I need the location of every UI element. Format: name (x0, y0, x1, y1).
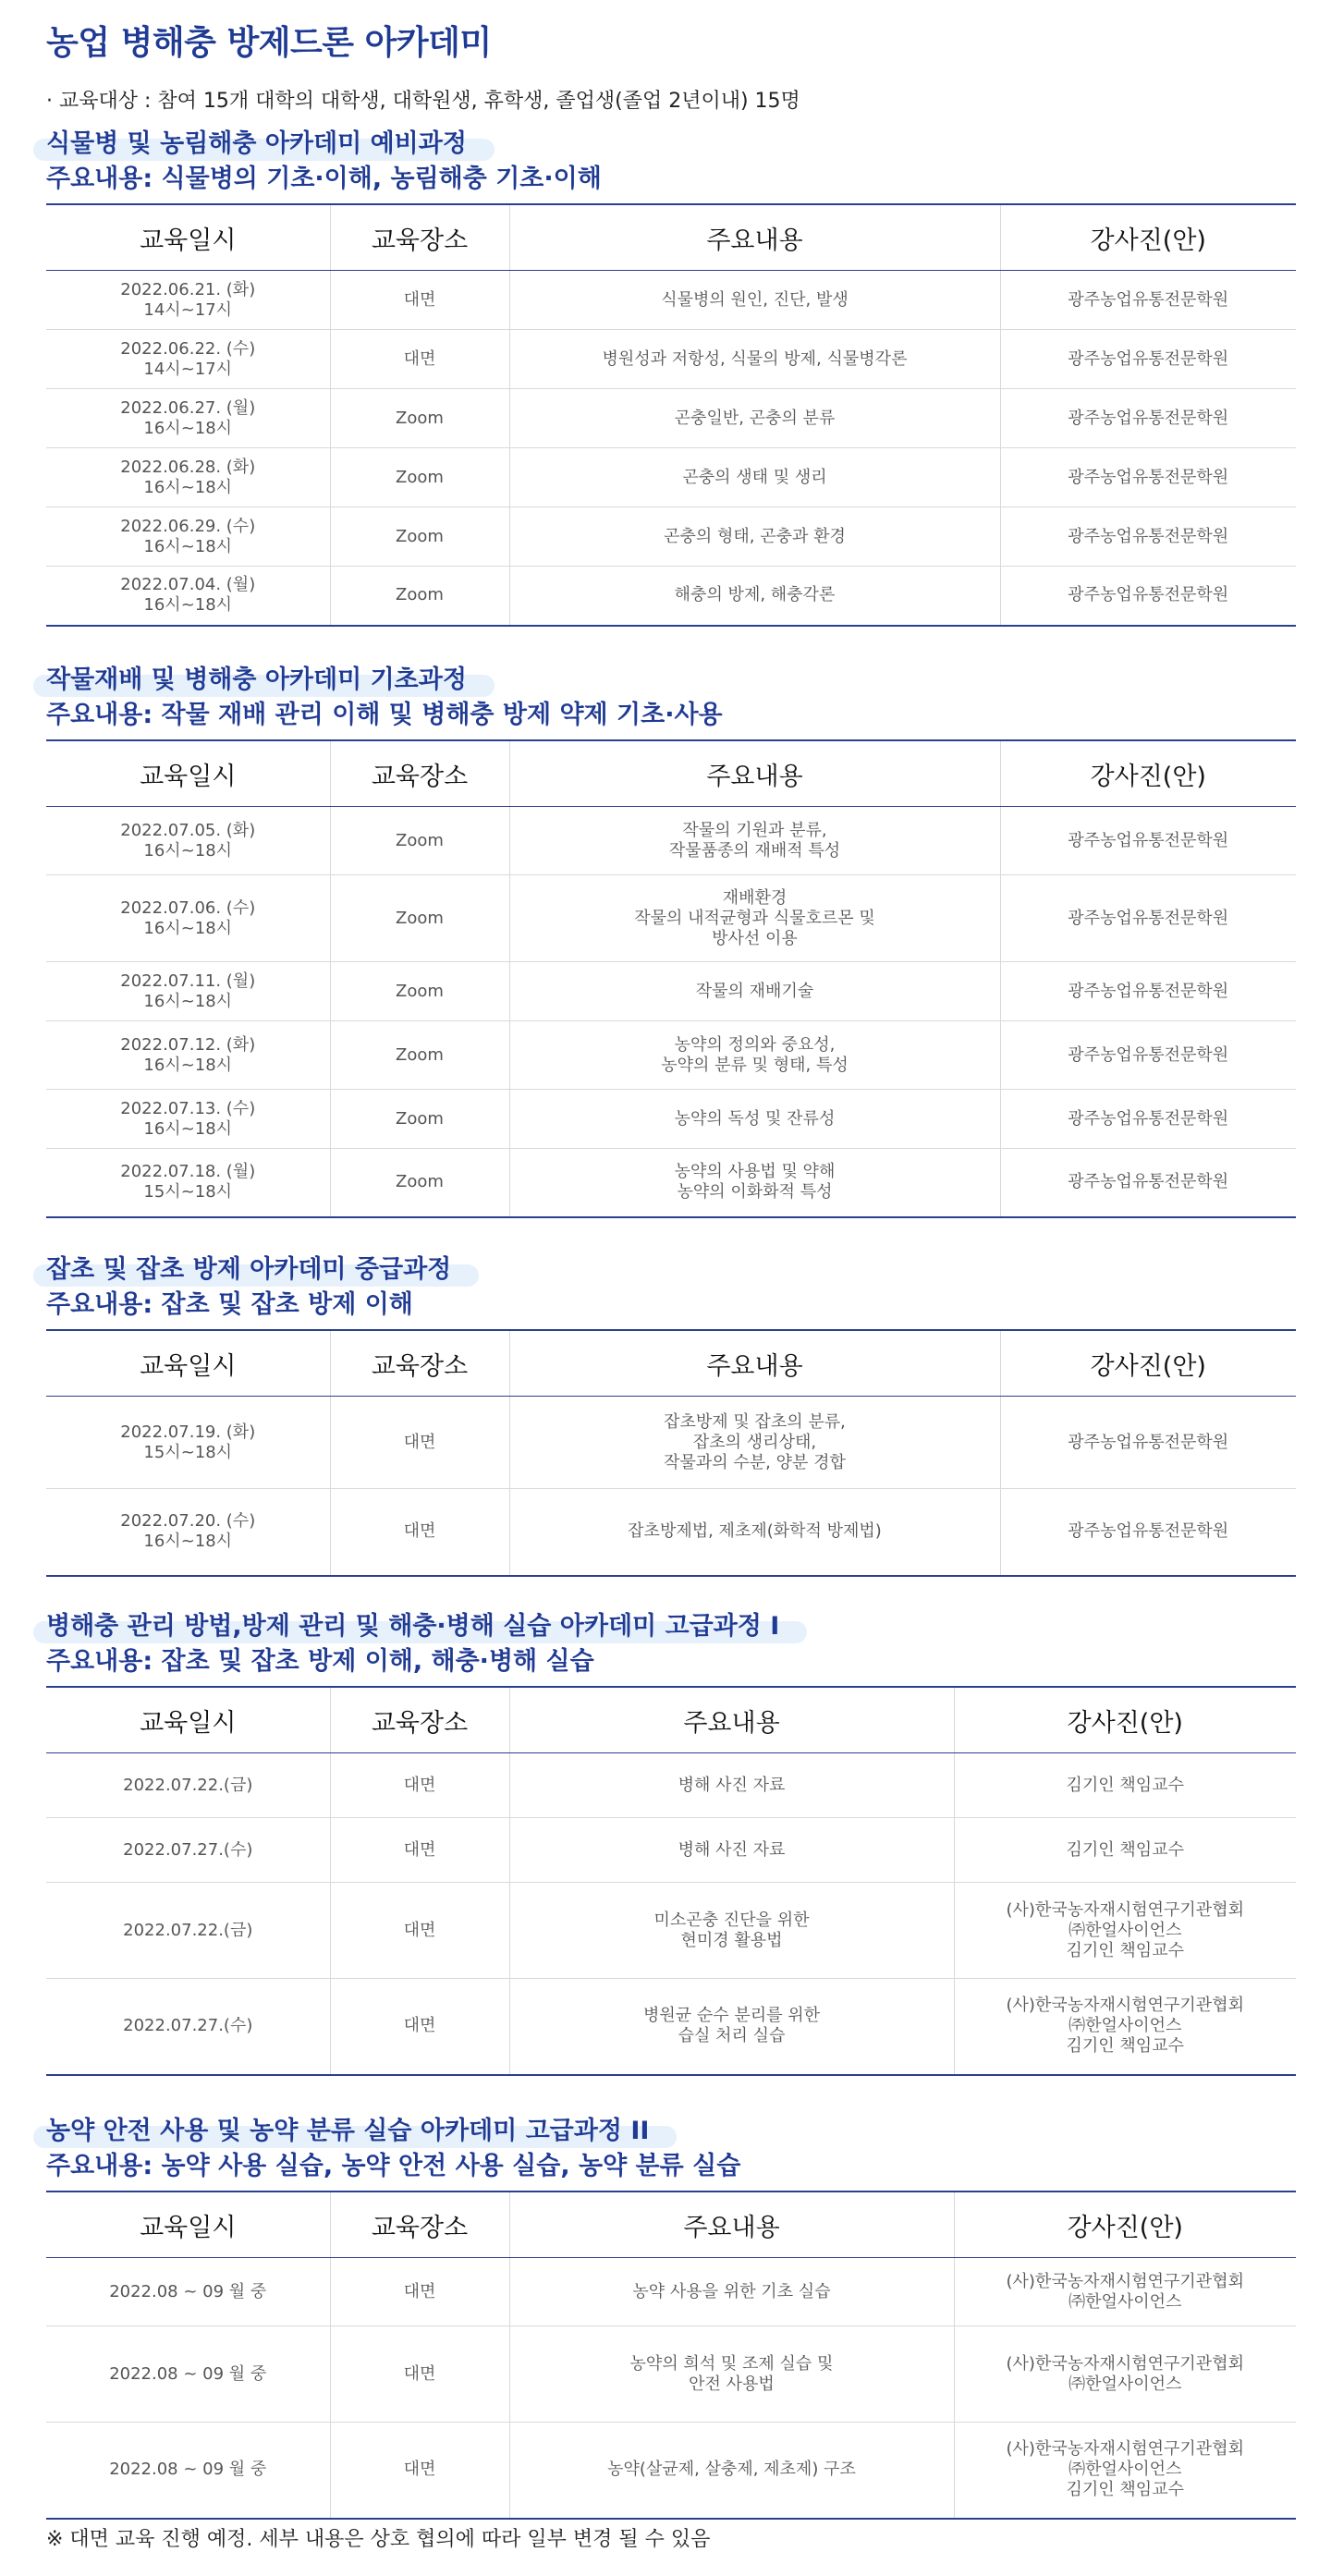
cell-date: 2022.07.04. (월) 16시~18시 (46, 567, 330, 626)
cell-instructor: (사)한국농자재시험연구기관협회 ㈜한얼사이언스 (954, 2326, 1296, 2423)
cell-date: 2022.07.27.(수) (46, 1979, 330, 2075)
cell-place: Zoom (330, 507, 509, 567)
section-subtitle: 주요내용: 농약 사용 실습, 농약 안전 사용 실습, 농약 분류 실습 (46, 2152, 741, 2180)
table-row (46, 1979, 1296, 2075)
section-heading (46, 2115, 1296, 2191)
section-basic-course (46, 664, 1296, 1218)
section-heading (46, 664, 1296, 739)
cell-place: 대면 (330, 330, 509, 389)
cell-instructor: 광주농업유통전문학원 (1000, 330, 1296, 389)
section-title: 잡초 및 잡초 방제 아카데미 중급과정 (46, 1253, 457, 1287)
cell-place: Zoom (330, 567, 509, 626)
section-subtitle: 주요내용: 잡초 및 잡초 방제 이해, 해충·병해 실습 (46, 1647, 594, 1676)
header-instructor: 강사진(안) (1000, 740, 1296, 807)
cell-instructor: (사)한국농자재시험연구기관협회 ㈜한얼사이언스 김기인 책임교수 (1006, 1996, 1244, 2057)
schedule-table (46, 1329, 1296, 1577)
footnote: ※ 대면 교육 진행 예정. 세부 내용은 상호 협의에 따라 일부 변경 될 수 있음 (46, 2528, 711, 2551)
table-row (46, 1818, 1296, 1883)
cell-date: 2022.08 ~ 09 월 중 (46, 2423, 330, 2519)
cell-place: Zoom (330, 389, 509, 448)
cell-content: 농약(살균제, 살충제, 제초제) 구조 (509, 2423, 954, 2519)
cell-place: Zoom (330, 1021, 509, 1090)
cell-instructor: 광주농업유통전문학원 (1000, 507, 1296, 567)
table-row (46, 448, 1296, 507)
cell-content: 작물의 재배기술 (509, 962, 1000, 1021)
header-date: 교육일시 (46, 740, 330, 807)
section-subtitle: 주요내용: 잡초 및 잡초 방제 이해 (46, 1290, 413, 1319)
table-row (46, 1090, 1296, 1149)
section-title: 농약 안전 사용 및 농약 분류 실습 아카데미 고급과정 II (46, 2115, 654, 2148)
cell-instructor: 광주농업유통전문학원 (1068, 1521, 1229, 1542)
table-row (46, 271, 1296, 330)
cell-content: 병원균 순수 분리를 위한 습실 처리 실습 (509, 1979, 954, 2075)
cell-date: 2022.06.21. (화) 14시~17시 (46, 271, 330, 330)
header-date: 교육일시 (46, 204, 330, 271)
cell-date: 2022.06.28. (화) 16시~18시 (46, 448, 330, 507)
cell-instructor: 광주농업유통전문학원 (1000, 875, 1296, 962)
header-content: 주요내용 (509, 740, 1000, 807)
cell-content: 곤충의 생태 및 생리 (509, 448, 1000, 507)
header-date: 교육일시 (46, 2191, 330, 2258)
cell-date: 2022.07.22.(금) (46, 1883, 330, 1979)
cell-content: 병원성과 저항성, 식물의 방제, 식물병각론 (509, 330, 1000, 389)
cell-place: Zoom (330, 962, 509, 1021)
cell-date: 2022.06.29. (수) 16시~18시 (46, 507, 330, 567)
cell-instructor: 광주농업유통전문학원 (1000, 807, 1296, 875)
cell-content: 농약의 희석 및 조제 실습 및 안전 사용법 (509, 2326, 954, 2423)
schedule-table (46, 2191, 1296, 2520)
table-row (46, 875, 1296, 962)
cell-place: 대면 (330, 1753, 509, 1818)
cell-place: 대면 (330, 1979, 509, 2075)
cell-place: 대면 (330, 271, 509, 330)
header-content: 주요내용 (509, 1330, 1000, 1397)
cell-place: 대면 (330, 1883, 509, 1979)
header-place: 교육장소 (330, 204, 509, 271)
cell-content: 식물병의 원인, 진단, 발생 (509, 271, 1000, 330)
table-row (46, 330, 1296, 389)
cell-content: 병해 사진 자료 (509, 1818, 954, 1883)
table-row (46, 962, 1296, 1021)
cell-date: 2022.07.20. (수) 16시~18시 (46, 1489, 330, 1576)
section-subtitle: 주요내용: 식물병의 기초·이해, 농림해충 기초·이해 (46, 165, 602, 193)
cell-place: 대면 (330, 1818, 509, 1883)
table-row (46, 567, 1296, 626)
table-row (46, 1753, 1296, 1818)
cell-content: 작물의 기원과 분류, 작물품종의 재배적 특성 (509, 807, 1000, 875)
cell-date: 2022.07.18. (월) 15시~18시 (46, 1149, 330, 1217)
cell-instructor: 김기인 책임교수 (954, 1818, 1296, 1883)
table-header-row (46, 1330, 1296, 1397)
section-intermediate-course (46, 1253, 1296, 1577)
education-target: · 교육대상 : 참여 15개 대학의 대학생, 대학원생, 휴학생, 졸업생(졸업 2년이내) 15명 (46, 90, 800, 113)
cell-instructor: 광주농업유통전문학원 (1000, 1021, 1296, 1090)
cell-place: 대면 (330, 2258, 509, 2326)
table-header-row (46, 2191, 1296, 2258)
cell-content: 곤충일반, 곤충의 분류 (509, 389, 1000, 448)
cell-instructor: 광주농업유통전문학원 (1068, 1172, 1229, 1192)
header-instructor: 강사진(안) (954, 2191, 1296, 2258)
header-place: 교육장소 (330, 740, 509, 807)
table-header-row (46, 204, 1296, 271)
schedule-table (46, 739, 1296, 1218)
cell-date: 2022.07.11. (월) 16시~18시 (46, 962, 330, 1021)
header-date: 교육일시 (46, 1330, 330, 1397)
cell-instructor: 광주농업유통전문학원 (1000, 1397, 1296, 1489)
header-instructor: 강사진(안) (954, 1687, 1296, 1753)
table-row (46, 2326, 1296, 2423)
header-instructor: 강사진(안) (1000, 204, 1296, 271)
section-advanced-course-1 (46, 1610, 1296, 2076)
header-instructor: 강사진(안) (1000, 1330, 1296, 1397)
schedule-table (46, 1686, 1296, 2076)
cell-content: 곤충의 형태, 곤충과 환경 (509, 507, 1000, 567)
cell-date: 2022.07.06. (수) 16시~18시 (46, 875, 330, 962)
table-row (46, 1397, 1296, 1489)
cell-instructor: 광주농업유통전문학원 (1000, 271, 1296, 330)
cell-date: 2022.07.19. (화) 15시~18시 (46, 1397, 330, 1489)
table-header-row (46, 1687, 1296, 1753)
section-advanced-course-2 (46, 2115, 1296, 2520)
cell-instructor: (사)한국농자재시험연구기관협회 ㈜한얼사이언스 김기인 책임교수 (1006, 2439, 1244, 2500)
header-content: 주요내용 (509, 204, 1000, 271)
cell-place: Zoom (330, 1149, 509, 1217)
table-row (46, 1021, 1296, 1090)
cell-content: 병해 사진 자료 (509, 1753, 954, 1818)
cell-place: 대면 (330, 1397, 509, 1489)
cell-place: 대면 (330, 2326, 509, 2423)
table-row (46, 2258, 1296, 2326)
cell-place: 대면 (330, 2423, 509, 2519)
table-row (46, 2423, 1296, 2519)
cell-content: 농약 사용을 위한 기초 실습 (509, 2258, 954, 2326)
cell-place: Zoom (330, 875, 509, 962)
section-preliminary-course (46, 128, 1296, 627)
table-row (46, 1149, 1296, 1217)
cell-instructor: (사)한국농자재시험연구기관협회 ㈜한얼사이언스 (954, 2258, 1296, 2326)
cell-content: 농약의 독성 및 잔류성 (509, 1090, 1000, 1149)
header-content: 주요내용 (509, 1687, 954, 1753)
cell-place: Zoom (330, 1090, 509, 1149)
section-heading (46, 1610, 1296, 1686)
cell-place: Zoom (330, 807, 509, 875)
cell-instructor: 광주농업유통전문학원 (1000, 389, 1296, 448)
cell-date: 2022.08 ~ 09 월 중 (46, 2326, 330, 2423)
cell-content: 농약의 정의와 중요성, 농약의 분류 및 형태, 특성 (509, 1021, 1000, 1090)
section-heading (46, 128, 1296, 203)
cell-place: Zoom (330, 448, 509, 507)
cell-content: 미소곤충 진단을 위한 현미경 활용법 (509, 1883, 954, 1979)
page-title: 농업 병해충 방제드론 아카데미 (46, 24, 492, 62)
cell-instructor: 광주농업유통전문학원 (1000, 962, 1296, 1021)
header-date: 교육일시 (46, 1687, 330, 1753)
cell-date: 2022.07.13. (수) 16시~18시 (46, 1090, 330, 1149)
cell-instructor: 광주농업유통전문학원 (1000, 448, 1296, 507)
cell-content: 재배환경 작물의 내적균형과 식물호르몬 및 방사선 이용 (509, 875, 1000, 962)
table-header-row (46, 740, 1296, 807)
table-row (46, 1883, 1296, 1979)
cell-content: 농약의 사용법 및 약해 농약의 이화화적 특성 (509, 1149, 1000, 1217)
cell-content: 잡초방제법, 제초제(화학적 방제법) (509, 1489, 1000, 1576)
section-title: 작물재배 및 병해충 아카데미 기초과정 (46, 664, 472, 697)
header-place: 교육장소 (330, 1330, 509, 1397)
header-content: 주요내용 (509, 2191, 954, 2258)
section-subtitle: 주요내용: 작물 재배 관리 이해 및 병해충 방제 약제 기초·사용 (46, 701, 723, 729)
header-place: 교육장소 (330, 1687, 509, 1753)
table-row (46, 1489, 1296, 1576)
schedule-table (46, 203, 1296, 627)
cell-place: 대면 (330, 1489, 509, 1576)
cell-instructor: 광주농업유통전문학원 (1000, 1090, 1296, 1149)
section-title: 식물병 및 농림해충 아카데미 예비과정 (46, 128, 472, 161)
header-place: 교육장소 (330, 2191, 509, 2258)
cell-instructor: (사)한국농자재시험연구기관협회 ㈜한얼사이언스 김기인 책임교수 (954, 1883, 1296, 1979)
cell-instructor: 김기인 책임교수 (954, 1753, 1296, 1818)
table-row (46, 507, 1296, 567)
cell-date: 2022.06.22. (수) 14시~17시 (46, 330, 330, 389)
cell-content: 잡초방제 및 잡초의 분류, 잡초의 생리상태, 작물과의 수분, 양분 경합 (509, 1397, 1000, 1489)
cell-date: 2022.07.12. (화) 16시~18시 (46, 1021, 330, 1090)
cell-date: 2022.07.05. (화) 16시~18시 (46, 807, 330, 875)
cell-date: 2022.07.22.(금) (46, 1753, 330, 1818)
table-row (46, 389, 1296, 448)
section-heading (46, 1253, 1296, 1329)
cell-date: 2022.07.27.(수) (46, 1818, 330, 1883)
cell-instructor: 광주농업유통전문학원 (1068, 585, 1229, 605)
section-title: 병해충 관리 방법,방제 관리 및 해충·병해 실습 아카데미 고급과정 I (46, 1610, 785, 1643)
cell-date: 2022.06.27. (월) 16시~18시 (46, 389, 330, 448)
cell-content: 해충의 방제, 해충각론 (509, 567, 1000, 626)
cell-date: 2022.08 ~ 09 월 중 (46, 2258, 330, 2326)
table-row (46, 807, 1296, 875)
